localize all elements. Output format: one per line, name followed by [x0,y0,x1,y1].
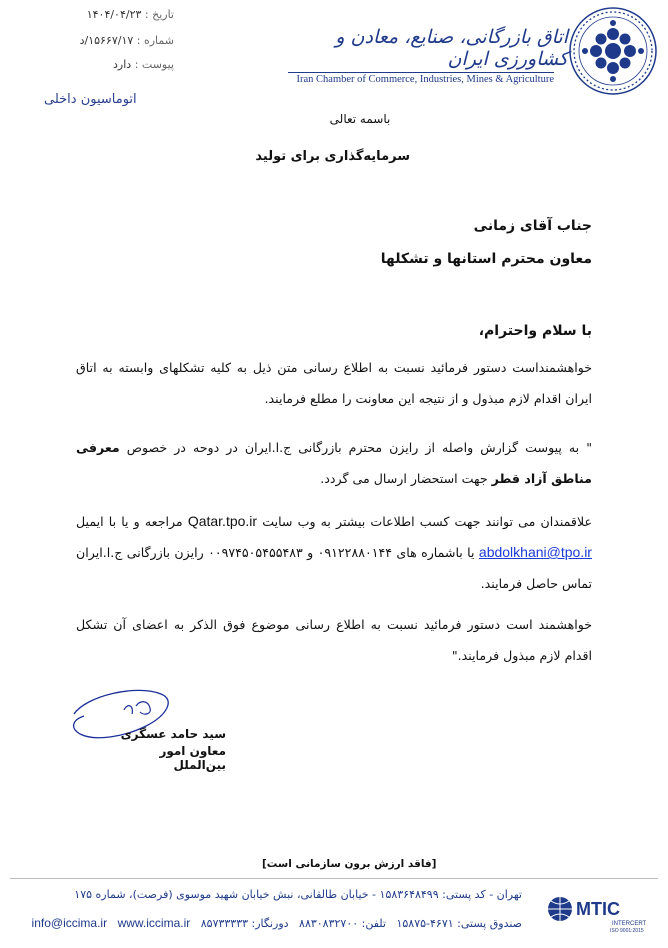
paragraph-3-text-a: علاقمندان می توانند جهت کسب اطلاعات بیشتر به وب سایت [262,514,592,529]
number-value: ۱۵۶۶۷/۱۷/د [79,34,134,47]
paragraph-2-text-a: " به پیوست گزارش واصله از رایزن محترم بازرگانی ج.ا.ایران در دوحه در خصوص [126,440,592,455]
internal-automation-label: اتوماسیون داخلی [44,92,137,107]
motto: سرمایه‌گذاری برای تولید [255,149,410,164]
signer-title: معاون امور بین‌الملل [159,744,226,772]
phone-1: ۰۹۱۲۲۸۸۰۱۴۴ [317,545,393,560]
website-link[interactable]: Qatar.tpo.ir [187,513,258,529]
chamber-logo [568,6,658,96]
signer-name: سید حامد عسگری [120,727,226,741]
paragraph-3 [76,506,592,599]
basmala: باسمه تعالی [329,112,391,126]
recipient-title: معاون محترم استانها و تشکلها [380,251,592,267]
number-field [14,34,174,47]
paragraph-1: خواهشمنداست دستور فرمائید نسبت به اطلاع رسانی متن ذیل به کلیه تشکلهای وابسته به اتاق ایران اقدام لازم مبذول و از نتیجه این معاونت را مطلع فرمایند. [76,360,592,406]
cert-iso: ISO 9001:2015 [610,928,644,934]
paragraph-2-bold-2: مناطق آزاد قطر [491,471,592,486]
footer-email[interactable]: info@iccima.ir [31,916,108,930]
org-name-en: Iran Chamber of Commerce, Industries, Mines & Agriculture [288,72,554,85]
org-name-fa: اتاق بازرگانی، صنایع، معادن و کشاورزی ایران [335,26,568,70]
footer-contacts [32,916,522,930]
paragraph-3-text-d: رایزن بازرگانی ج.ا.ایران تماس حاصل فرمایند. [76,545,592,591]
phone-2: ۰۰۹۷۴۵۰۵۴۵۵۴۸۳ [208,545,303,560]
paragraph-2-text-b: جهت استحضار ارسال می گردد. [320,471,488,486]
chamber-emblem-icon [568,6,658,96]
footer-fax: دورنگار: ۸۵۷۳۳۳۳۳ [200,917,289,930]
number-label: شماره : [136,34,174,47]
certification-logo [546,891,656,935]
footer-address: تهران - کد پستی: ۱۵۸۳۶۴۸۴۹۹ - خیابان طالقانی، نبش خیابان شهید موسوی (فرصت)، شماره ۱۷۵ [74,888,522,901]
paragraph-4: خواهشمند است دستور فرمائید نسبت به اطلاع رسانی موضوع فوق الذکر به اعضای آن تشکل اقدام لازم مبذول فرمایند." [76,617,592,663]
paragraph-2 [76,432,592,494]
attachment-value: دارد [113,58,132,71]
attachment-label: پیوست : [134,58,174,71]
paragraph-3-text-b: مراجعه و یا با ایمیل [76,514,183,529]
footer-po-box: صندوق پستی: ۴۶۷۱-۱۵۸۷۵ [396,917,522,930]
no-legal-value-note: [فاقد ارزش برون سازمانی است] [262,858,437,870]
footer-phone: تلفن: ۸۸۳۰۸۳۲۷۰۰ [299,917,386,930]
footer-website[interactable]: www.iccima.ir [117,916,191,930]
paragraph-3-text-c: یا باشماره های [396,545,475,560]
and-word: و [307,545,314,560]
email-link[interactable]: abdolkhani@tpo.ir [478,544,592,560]
globe-icon [546,891,656,935]
cert-sub: INTERCERT [612,921,647,927]
date-field [14,8,174,21]
date-label: تاریخ : [144,8,174,21]
recipient-name: جناب آقای زمانی [473,218,592,234]
paragraph-2-bold-1: معرفی [76,440,120,455]
date-value: ۱۴۰۴/۰۴/۲۳ [86,8,142,21]
attachment-field [14,58,174,71]
greeting: با سلام واحترام، [478,323,592,339]
footer-divider [10,878,658,879]
cert-brand: MTIC [576,899,620,919]
